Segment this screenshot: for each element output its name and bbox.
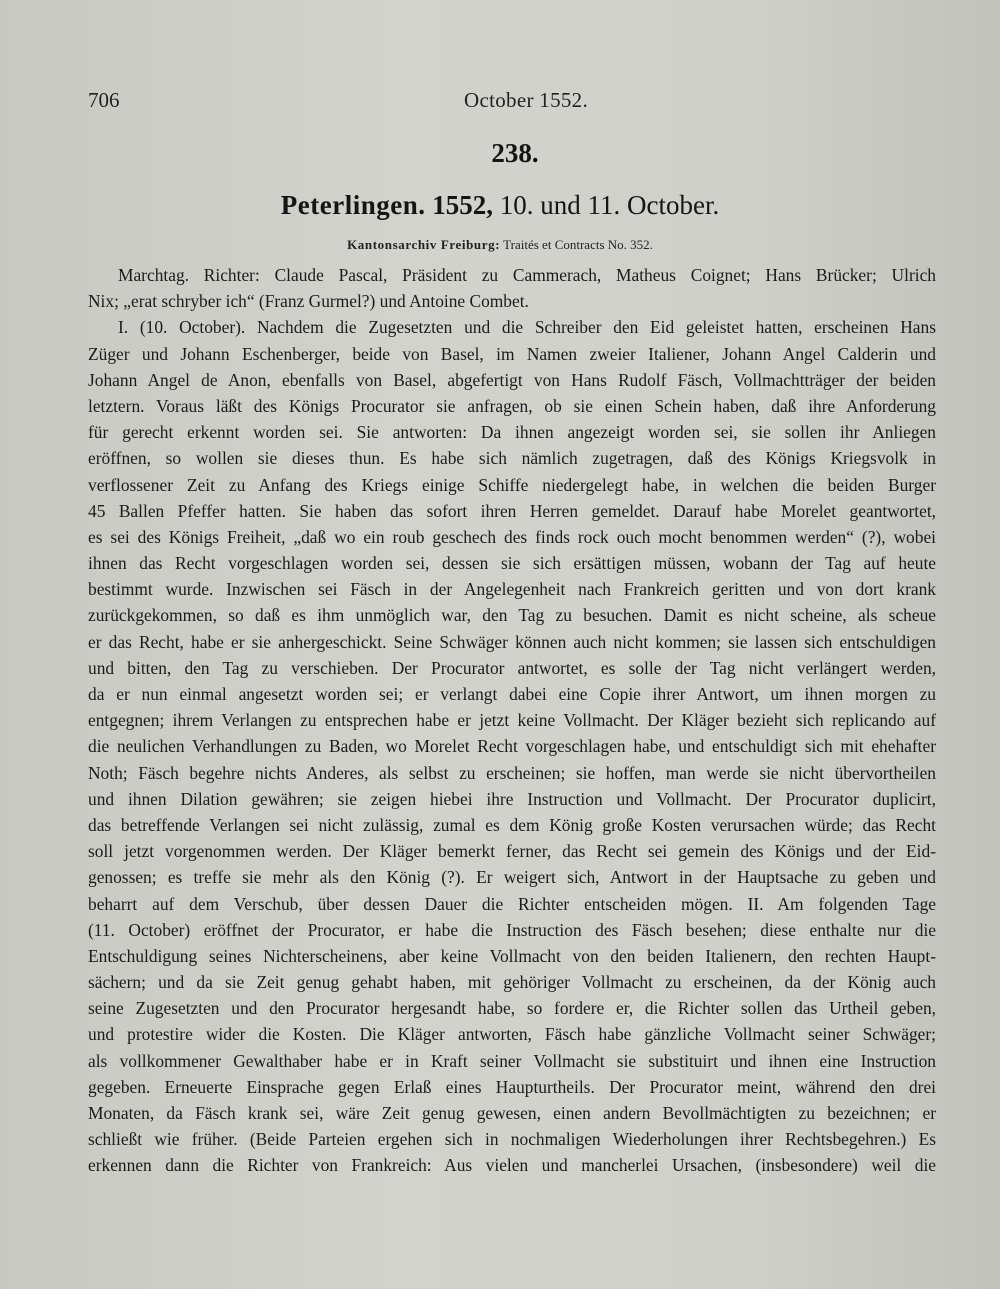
title-year: 1552,: [432, 190, 493, 220]
title-dates: 10. und 11. October.: [499, 190, 720, 220]
text-line: Monaten, da Fäsch krank sei, wäre Zeit genug gewesen, einen andern Bevollmächtigten zu bezeichnen; er: [88, 1103, 936, 1123]
text-line: 45 Ballen Pfeffer hatten. Sie haben das sofort ihren Herren gemeldet. Darauf habe Morelet geantwortet,: [88, 500, 936, 521]
text-line: es sei des Königs Freiheit, „daß wo ein roub geschech des finds rock ouch mocht benommen werden“ (?), wobei: [88, 526, 936, 547]
text-line: das betreffende Verlangen sei nicht zulässig, zumal es dem König große Kosten verursachen würde; das Recht: [88, 814, 936, 835]
source-reference: [0, 237, 1000, 253]
text-line: soll jetzt vorgenommen werden. Der Kläger bemerkt ferner, das Recht sei gemein des Königs und der Eid-: [88, 841, 936, 862]
document-title: [0, 190, 1000, 221]
text-line: die neulichen Verhandlungen zu Baden, wo Morelet Recht vorgeschlagen habe, und entschuldigt sich mit ehehafter: [88, 736, 936, 757]
text-line: entgegnen; ihrem Verlangen zu entsprechen habe er jetzt keine Vollmacht. Der Kläger bezieht sich replicando auf: [88, 710, 936, 731]
text-line: beharrt auf dem Verschub, über dessen Dauer die Richter entscheiden mögen. II. Am folgenden Tage: [88, 893, 936, 914]
text-line: verflossener Zeit zu Anfang des Kriegs einige Schiffe niedergelegt habe, in welchen die beiden Burger: [88, 474, 936, 495]
text-line: gegeben. Erneuerte Einsprache gegen Erlaß eines Haupturtheils. Der Procurator meint, während den drei: [88, 1076, 936, 1097]
text-line: und protestire wider die Kosten. Die Kläger antworten, Fäsch habe gänzliche Vollmacht seiner Schwäger;: [88, 1024, 936, 1045]
text-line: und ihnen Dilation gewähren; sie zeigen hiebei ihre Instruction und Vollmacht. Der Procurator duplicirt,: [88, 788, 936, 809]
text-line: eröffnen, so wollen sie dieses thun. Es habe sich nämlich zugetragen, daß des Königs Kriegsvolk in: [88, 448, 936, 469]
text-line: und bitten, den Tag zu verschieben. Der Procurator antwortet, es solle der Tag nicht verlängert werden,: [88, 657, 936, 678]
text-line: Züger und Johann Eschenberger, beide von Basel, im Namen zweier Italiener, Johann Angel Calderin und: [88, 343, 936, 364]
text-line: I. (10. October). Nachdem die Zugesetzten und die Schreiber den Eid geleistet hatten, erscheinen Hans: [118, 317, 936, 338]
text-line: schließt wie früher. (Beide Parteien ergehen sich in nochmaligen Wiederholungen ihrer Rechtsbegehren.) Es: [88, 1129, 936, 1150]
text-line: zurückgekommen, so daß es ihm unmöglich war, den Tag zu besuchen. Damit es nicht scheine, als scheue: [88, 605, 936, 626]
text-line: ihnen das Recht vorgeschlagen worden sei, dessen sie sich ersättigen müssen, wobann der Tag auf heute: [88, 553, 936, 574]
text-line: bestimmt wurde. Inzwischen sei Fäsch in der Angelegenheit nach Frankreich geritten und von dort krank: [88, 579, 936, 600]
body-text: [88, 262, 936, 1179]
text-line: Marchtag. Richter: Claude Pascal, Präsident zu Cammerach, Matheus Coignet; Hans Brücker; Ulrich: [118, 265, 936, 285]
text-line: letztern. Voraus läßt des Königs Procurator sie anfragen, ob sie einen Schein haben, daß ihre Anforderung: [88, 395, 936, 416]
text-line: genossen; es treffe sie mehr als den König (?). Er weigert sich, Antwort in der Hauptsache zu geben und: [88, 867, 936, 888]
text-line: Johann Angel de Anon, ebenfalls von Basel, abgefertigt von Hans Rudolf Fäsch, Vollmachtträger der beiden: [88, 369, 936, 390]
text-line: er das Recht, habe er sie anhergeschickt. Seine Schwäger können auch nicht kommen; sie lassen sich entschuldigen: [88, 631, 936, 652]
source-detail: Traités et Contracts No. 352.: [503, 237, 653, 252]
page-number: 706: [88, 88, 120, 112]
text-line: für gerecht erkennt worden sei. Sie antworten: Da ihnen angezeigt worden sei, sie sollen ihr Anliegen: [88, 422, 936, 443]
text-line: (11. October) eröffnet der Procurator, er habe die Instruction des Fäsch besehen; diese enthalte nur die: [88, 919, 936, 940]
text-line: seine Zugesetzten und den Procurator hergesandt habe, so fordere er, die Richter sollen das Urtheil geben,: [88, 998, 936, 1019]
text-line: erkennen dann die Richter von Frankreich: Aus vielen und mancherlei Ursachen, (insbesondere) weil die: [88, 1155, 936, 1176]
text-line: sächern; und da sie Zeit genug gehabt haben, mit gehöriger Vollmacht zu erscheinen, da der König auch: [88, 972, 936, 993]
document-number: 238.: [491, 138, 539, 168]
text-line: Entschuldigung seines Nichterscheinens, aber keine Vollmacht von den beiden Italienern, den rechten Haupt-: [88, 945, 936, 966]
title-place: Peterlingen.: [280, 190, 426, 220]
source-archive: Kantonsarchiv Freiburg:: [347, 237, 501, 252]
text-line: Nix; „erat schryber ich“ (Franz Gurmel?) und Antoine Combet.: [88, 291, 529, 312]
text-line: als vollkommener Gewalthaber habe er in Kraft seiner Vollmacht sie substituirt und ihnen eine Instruction: [88, 1050, 936, 1071]
text-line: Noth; Fäsch begehre nichts Anderes, als selbst zu erscheinen; sie hoffen, man werde sie nicht übervortheilen: [88, 762, 936, 783]
running-header: [88, 88, 934, 118]
text-line: da er nun einmal angesetzt worden sei; er verlangt dabei eine Copie ihrer Antwort, um ihnen morgen zu: [88, 684, 936, 704]
running-head-title: October 1552.: [464, 88, 589, 112]
